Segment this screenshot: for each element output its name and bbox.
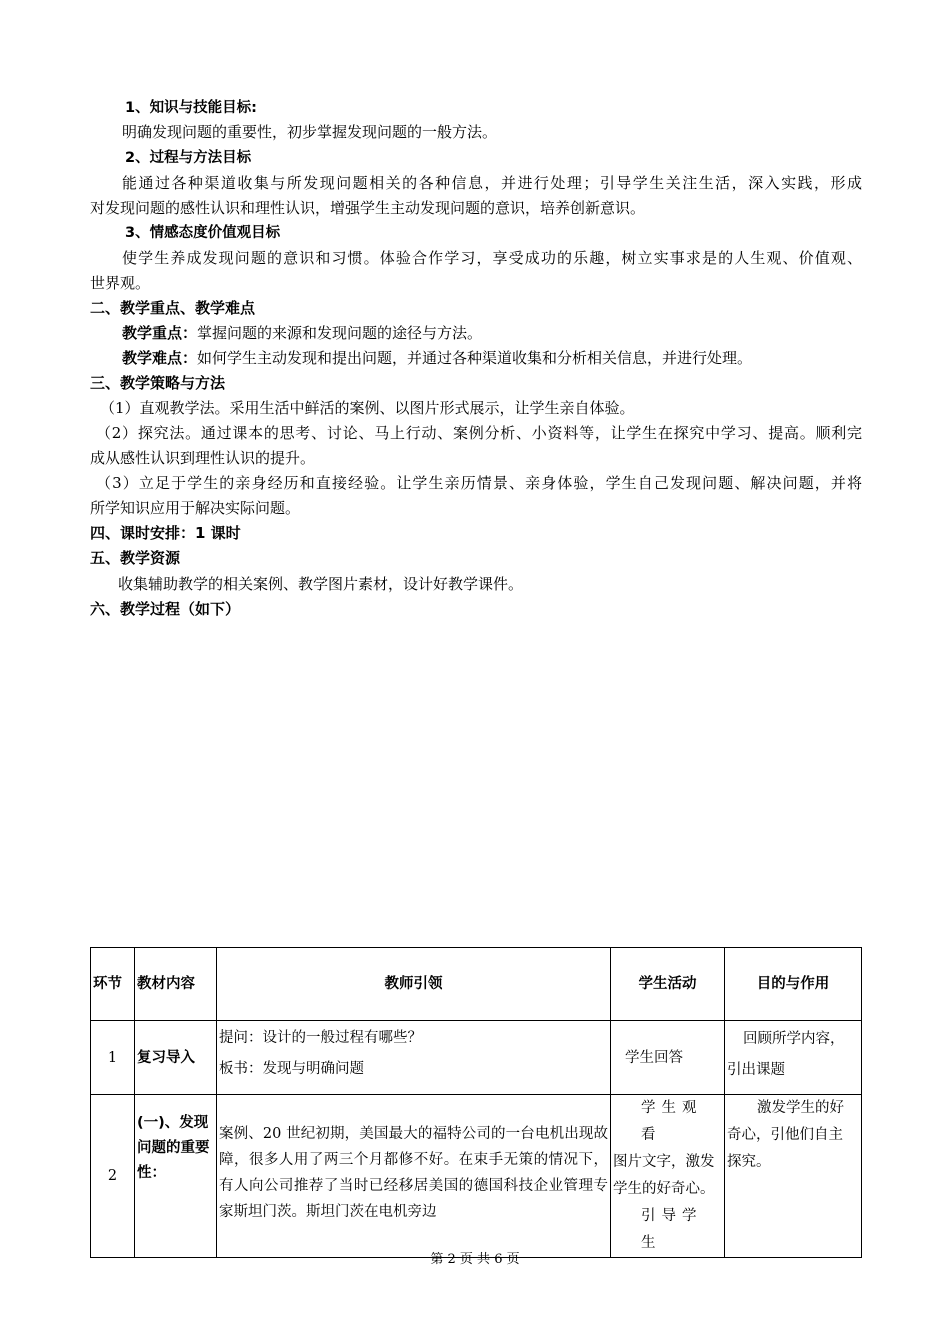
row-1-number: 1 [91,1021,135,1095]
row-1-purpose-line-2: 引出课题 [727,1062,785,1078]
row-2-purpose-line-3: 探究。 [727,1154,771,1170]
key-point-text: 掌握问题的来源和发现问题的途径与方法。 [197,324,483,342]
section-4-title: 四、课时安排：1 课时 [90,524,241,542]
resources-text: 收集辅助教学的相关案例、教学图片素材，设计好教学课件。 [118,575,524,593]
table-header-row [91,948,862,1021]
emotion-title: 3、情感态度价值观目标 [125,225,281,241]
difficult-point-label: 教学难点： [122,349,198,367]
difficult-point-text: 如何学生主动发现和提出问题，并通过各种渠道收集和分析相关信息，并进行处理。 [197,349,753,367]
row-2-student-line-3: 学生的好奇心。 [613,1181,715,1197]
key-point-label: 教学重点： [122,324,198,342]
header-student: 学生活动 [611,948,725,1021]
strategy-item-3-line-1: （3）立足于学生的亲身经历和直接经验。让学生亲历情景、亲身体验，学生自己发现问题、解决问题，并将 [96,474,862,492]
row-2-purpose-line-1: 激发学生的好 [757,1100,844,1116]
header-teacher: 教师引领 [217,948,611,1021]
row-2-purpose [725,1095,862,1258]
section-3-title: 三、教学策略与方法 [90,374,226,392]
header-content: 教材内容 [135,948,217,1021]
table-row [91,1021,862,1095]
key-point [122,321,862,345]
emotion-text-line-2: 世界观。 [90,274,151,292]
row-2-student-line-1: 学生观看 [641,1100,703,1143]
row-2-purpose-line-2: 奇心，引他们自主 [727,1127,843,1143]
strategy-item-2-line-1: （2）探究法。通过课本的思考、讨论、马上行动、案例分析、小资料等，让学生在探究中学习、提高。顺利完 [96,424,862,442]
page-footer: 第 2 页 共 6 页 [430,1252,520,1267]
strategy-item-2-line-2: 成从感性认识到理性认识的提升。 [90,449,316,467]
strategy-item-3-line-2: 所学知识应用于解决实际问题。 [90,499,301,517]
row-1-content: 复习导入 [135,1021,217,1095]
difficult-point [122,346,862,370]
row-1-purpose-line-1: 回顾所学内容， [743,1031,845,1047]
knowledge-text: 明确发现问题的重要性，初步掌握发现问题的一般方法。 [122,123,498,141]
row-2-teacher: 案例、20 世纪初期，美国最大的福特公司的一台电机出现故障，很多人用了两三个月都修不好。在束手无策的情况下，有人向公司推荐了当时已经移居美国的德国科技企业管理专家斯坦门茨。斯坦门茨在电机旁边 [217,1095,611,1258]
strategy-item-1: （1）直观教学法。采用生活中鲜活的案例、以图片形式展示，让学生亲自体验。 [100,399,635,417]
row-1-teacher [217,1021,611,1095]
teaching-process-table [90,947,862,1258]
table-row [91,1095,862,1258]
row-2-student-line-2: 图片文字，激发 [613,1154,715,1170]
process-title: 2、过程与方法目标 [125,150,252,166]
row-2-content: (一)、发现问题的重要性： [135,1095,217,1258]
row-1-purpose [725,1021,862,1095]
row-1-teacher-line-2: 板书：发现与明确问题 [219,1061,364,1077]
knowledge-title: 1、知识与技能目标: [125,100,257,116]
section-6-title: 六、教学过程（如下） [90,600,241,618]
process-text-line-2: 对发现问题的感性认识和理性认识，增强学生主动发现问题的意识，培养创新意识。 [90,199,646,217]
row-2-student [611,1095,725,1258]
section-2-title: 二、教学重点、教学难点 [90,299,256,317]
emotion-text-line-1: 使学生养成发现问题的意识和习惯。体验合作学习，享受成功的乐趣，树立实事求是的人生观、价值观、 [122,249,862,267]
row-1-student: 学生回答 [611,1021,725,1095]
row-2-number: 2 [91,1095,135,1258]
row-1-teacher-line-1: 提问：设计的一般过程有哪些？ [219,1030,422,1046]
header-stage: 环节 [91,948,135,1021]
row-2-student-line-4: 引导学生 [641,1208,703,1251]
process-text-line-1: 能通过各种渠道收集与所发现问题相关的各种信息，并进行处理；引导学生关注生活，深入实践，形成 [122,174,862,192]
header-purpose: 目的与作用 [725,948,862,1021]
section-5-title: 五、教学资源 [90,549,181,567]
